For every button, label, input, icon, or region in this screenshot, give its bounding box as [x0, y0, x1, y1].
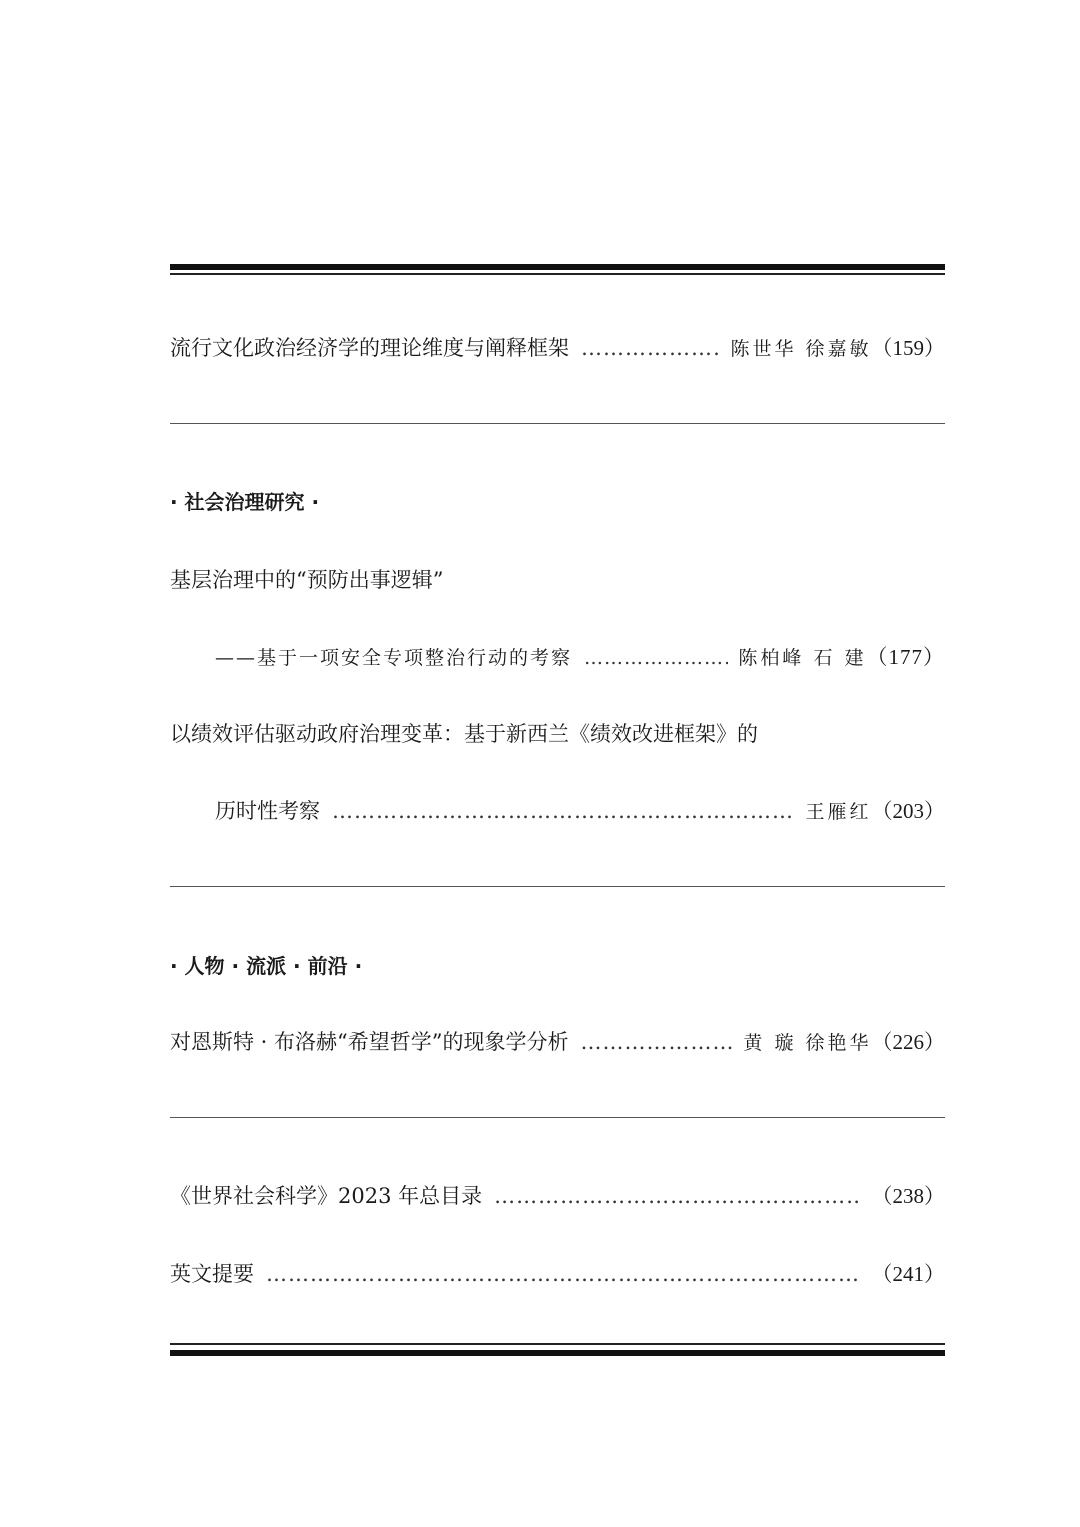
entry-subtitle: ——基于一项安全专项整治行动的考察: [215, 647, 573, 669]
entry-author: 陈世华 徐嘉敏: [730, 338, 872, 360]
bottom-thin-rule: [170, 1343, 945, 1345]
dot-leader: [581, 333, 720, 363]
toc-entry-performance-evaluation-title[interactable]: [170, 719, 945, 749]
dot-leader: [584, 643, 728, 673]
dot-leader: [332, 796, 795, 826]
entry-page: （203）: [871, 799, 945, 823]
entry-page: （159）: [871, 336, 945, 360]
entry-title: 《世界社会科学》2023 年总目录: [170, 1184, 483, 1208]
section-heading-people-schools-frontiers: · 人物 · 流派 · 前沿 ·: [170, 954, 363, 978]
entry-page: （226）: [871, 1030, 945, 1054]
dot-leader: [581, 1027, 734, 1057]
entry-title: 流行文化政治经济学的理论维度与阐释框架: [170, 336, 569, 360]
section-divider: [170, 1117, 945, 1118]
dot-leader: [494, 1181, 861, 1211]
section-heading-social-governance: · 社会治理研究 ·: [170, 490, 320, 514]
section-divider: [170, 886, 945, 887]
entry-page: （241）: [871, 1262, 945, 1286]
entry-author: 陈柏峰 石 建: [738, 647, 867, 669]
dot-leader: [266, 1259, 862, 1289]
entry-author: 王雁红: [805, 801, 872, 823]
top-thin-rule: [170, 273, 945, 275]
entry-page: （177）: [866, 645, 945, 669]
toc-entry-performance-evaluation-continued[interactable]: [215, 796, 945, 827]
entry-title: 以绩效评估驱动政府治理变革：基于新西兰《绩效改进框架》的: [170, 722, 758, 746]
toc-entry-grassroots-governance-subtitle[interactable]: [215, 642, 945, 673]
toc-entry-annual-index[interactable]: [170, 1181, 945, 1211]
toc-entry-popular-culture[interactable]: [170, 333, 945, 364]
entry-author: 黄 璇 徐艳华: [743, 1032, 872, 1054]
top-thick-rule: [170, 264, 945, 270]
entry-page: （238）: [871, 1184, 945, 1208]
toc-entry-english-abstracts[interactable]: [170, 1259, 945, 1289]
entry-title: 对恩斯特 · 布洛赫“希望哲学”的现象学分析: [170, 1030, 569, 1054]
entry-title-continued: 历时性考察: [215, 799, 320, 823]
toc-entry-grassroots-governance-title[interactable]: [170, 565, 945, 595]
bottom-thick-rule: [170, 1350, 945, 1356]
entry-title: 英文提要: [170, 1262, 254, 1286]
entry-title: 基层治理中的“预防出事逻辑”: [170, 568, 444, 592]
section-divider: [170, 423, 945, 424]
toc-entry-bloch-hope-philosophy[interactable]: [170, 1027, 945, 1058]
